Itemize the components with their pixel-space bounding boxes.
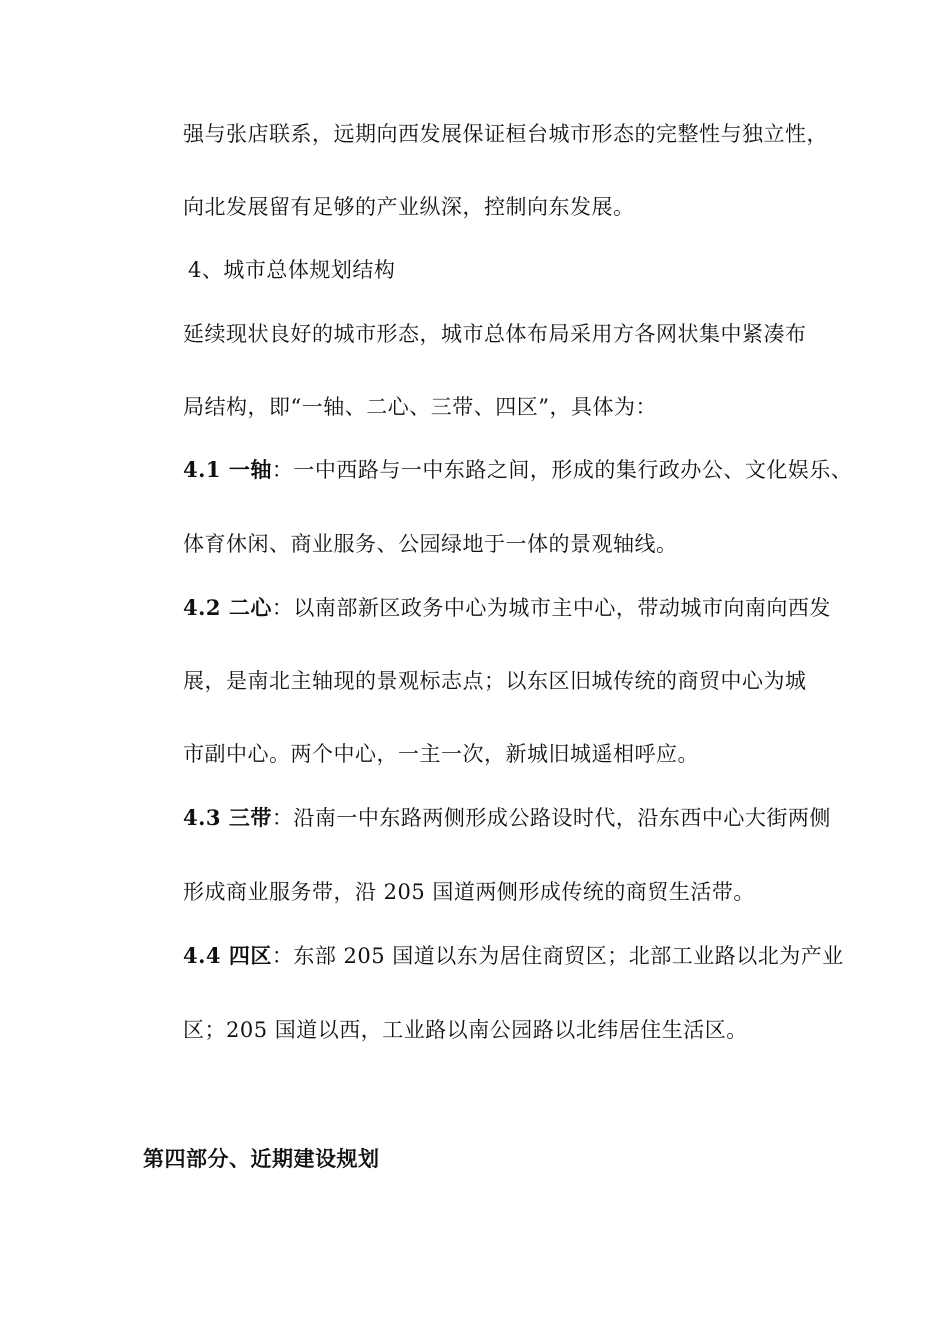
item-4-3-line-1 bbox=[183, 804, 831, 832]
item-4-1-line-1 bbox=[183, 456, 852, 484]
paragraph-1-line-2: 向北发展留有足够的产业纵深，控制向东发展。 bbox=[183, 195, 635, 219]
item-4-2-line-3: 市副中心。两个中心，一主一次，新城旧城遥相呼应。 bbox=[183, 742, 699, 766]
paragraph-2-line-2: 局结构，即“一轴、二心、三带、四区”，具体为： bbox=[183, 395, 657, 419]
item-4-1-label: 4.1 一轴 bbox=[183, 457, 272, 482]
item-4-4-line-2: 区；205 国道以西，工业路以南公园路以北纬居住生活区。 bbox=[183, 1018, 748, 1042]
section-heading: 第四部分、近期建设规划 bbox=[143, 1146, 380, 1171]
item-4-3-line-2: 形成商业服务带，沿 205 国道两侧形成传统的商贸生活带。 bbox=[183, 880, 755, 904]
item-4-1-line-2: 体育休闲、商业服务、公园绿地于一体的景观轴线。 bbox=[183, 532, 678, 556]
paragraph-1-line-1: 强与张店联系，远期向西发展保证桓台城市形态的完整性与独立性， bbox=[183, 122, 828, 146]
item-4-2-text: ：以南部新区政务中心为城市主中心，带动城市向南向西发 bbox=[271, 596, 831, 620]
item-4-4-line-1 bbox=[183, 942, 844, 970]
item-4-3-text: ：沿南一中东路两侧形成公路设时代，沿东西中心大街两侧 bbox=[271, 806, 831, 830]
item-4-2-line-1 bbox=[183, 594, 831, 622]
heading-4: 4、城市总体规划结构 bbox=[188, 258, 396, 282]
paragraph-2-line-1: 延续现状良好的城市形态，城市总体布局采用方各网状集中紧凑布 bbox=[183, 322, 807, 346]
item-4-4-label: 4.4 四区 bbox=[183, 943, 272, 968]
item-4-3-label: 4.3 三带 bbox=[183, 805, 272, 830]
item-4-2-label: 4.2 二心 bbox=[183, 595, 272, 620]
item-4-1-text: ：一中西路与一中东路之间，形成的集行政办公、文化娱乐、 bbox=[271, 458, 853, 482]
item-4-4-text: ：东部 205 国道以东为居住商贸区；北部工业路以北为产业 bbox=[271, 944, 844, 968]
item-4-2-line-2: 展，是南北主轴现的景观标志点；以东区旧城传统的商贸中心为城 bbox=[183, 669, 807, 693]
